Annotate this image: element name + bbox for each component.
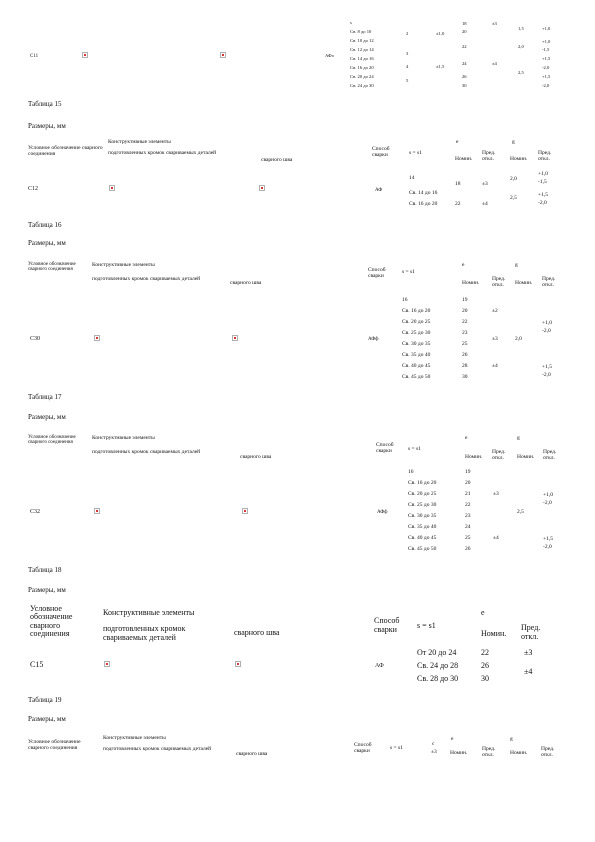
- header-g: g: [515, 262, 518, 268]
- tolerance: ±1,0: [436, 31, 445, 36]
- e-nominal: 28: [462, 363, 468, 369]
- header-s: s = s1: [390, 745, 403, 751]
- broken-image-icon: [235, 661, 241, 667]
- tolerance: ±3: [492, 21, 497, 26]
- header-g: g: [512, 139, 515, 145]
- table-title: Таблица 17: [28, 393, 62, 401]
- g-nominal: 2,0: [515, 336, 522, 342]
- joint-code: С12: [28, 186, 39, 192]
- header-c-deviation: ±3: [431, 749, 437, 755]
- header-nominal: Номин.: [462, 280, 480, 286]
- e-nominal: 19: [462, 297, 468, 303]
- e-deviation: ±4: [493, 535, 499, 541]
- g-deviation: +1,0: [538, 171, 548, 177]
- e-deviation: ±3: [493, 491, 499, 497]
- s-range: Св. 16 до 20: [402, 308, 431, 314]
- s-range: Св. 24 до 28: [417, 661, 459, 670]
- table-title: Таблица 15: [28, 100, 62, 108]
- header-s: s = s1: [417, 621, 436, 630]
- e-deviation: ±4: [524, 667, 533, 676]
- header-weld: сварного шва: [261, 157, 293, 163]
- header-method: Способ сварки: [354, 742, 372, 754]
- g-nominal: 2,5: [517, 509, 524, 515]
- units-label: Размеры, мм: [28, 122, 66, 130]
- header-constructive: Конструктивные элементы: [92, 435, 155, 441]
- e-nominal: 30: [481, 674, 489, 683]
- value: 22: [462, 44, 467, 49]
- broken-image-icon: [232, 335, 238, 341]
- header-e: e: [456, 139, 459, 145]
- header-weld: сварного шва: [236, 751, 268, 757]
- e-deviation: ±3: [492, 336, 498, 342]
- tolerance: ±1,5: [436, 64, 445, 69]
- value: 18: [462, 21, 467, 26]
- welding-method: АФ: [375, 188, 383, 193]
- e-nominal: 19: [465, 469, 471, 475]
- header-deviation: Пред. откл.: [521, 623, 541, 641]
- s-range: 16: [408, 469, 414, 475]
- header-designation: Условное обозначение сварного соединения: [30, 604, 73, 639]
- table-title: Таблица 18: [28, 566, 62, 574]
- header-deviation: Пред. откл.: [492, 276, 506, 288]
- header-nominal: Номин.: [510, 750, 528, 756]
- e-nominal: 24: [465, 524, 471, 530]
- header-deviation: Пред. откл.: [543, 449, 557, 461]
- s-range: Св. 20 до 25: [402, 319, 431, 325]
- header-deviation: Пред. откл.: [538, 150, 552, 162]
- s-range: Св. 35 до 40: [402, 352, 431, 358]
- header-nominal: Номин.: [465, 454, 483, 460]
- header-s: s = s1: [402, 269, 415, 275]
- s-range: Св. 20 до 24: [350, 74, 374, 79]
- header-edges: подготовленных кромок свариваемых деталей: [92, 276, 201, 282]
- s-range: Св. 45 до 50: [408, 546, 437, 552]
- g-deviation: +1,0: [542, 320, 552, 326]
- broken-image-icon: [82, 52, 88, 58]
- joint-code: С11: [30, 54, 39, 59]
- header-edges: подготовленных кромок свариваемых деталей: [103, 624, 186, 642]
- value: 30: [462, 83, 467, 88]
- header-weld: сварного шва: [240, 454, 272, 460]
- header-e: e: [481, 608, 485, 617]
- header-deviation: Пред. откл.: [492, 449, 506, 461]
- s-range: Св. 16 до 20: [408, 480, 437, 486]
- joint-code: С32: [30, 509, 41, 515]
- header-deviation: Пред. откл.: [542, 276, 556, 288]
- s-range: Св. 10 до 12: [350, 38, 374, 43]
- header-nominal: Номин.: [450, 750, 468, 756]
- s-range: Св. 8 до 10: [350, 29, 372, 34]
- header-method: Способ сварки: [372, 146, 390, 158]
- e-nominal: 20: [462, 308, 468, 314]
- units-label: Размеры, мм: [28, 586, 66, 594]
- s-range: Св. 40 до 45: [402, 363, 431, 369]
- e-nominal: 22: [455, 201, 461, 207]
- s-range: Св. 20 до 25: [408, 491, 437, 497]
- value: 2: [406, 31, 409, 36]
- value: 1,5: [518, 26, 524, 31]
- header-nominal: Номин.: [515, 280, 533, 286]
- header-constructive: Конструктивные элементы: [92, 262, 155, 268]
- tolerance: ±4: [492, 61, 497, 66]
- welding-method: АФ: [375, 663, 384, 669]
- value: 2,5: [518, 70, 524, 75]
- header-nominal: Номин.: [510, 156, 528, 162]
- e-deviation: ±2: [492, 308, 498, 314]
- header-deviation: Пред. откл.: [541, 746, 555, 758]
- header-method: Способ сварки: [374, 616, 400, 634]
- header-edges: подготовленных кромок свариваемых деталей: [108, 150, 217, 156]
- s-range: Св. 30 до 35: [408, 513, 437, 519]
- header-g: g: [517, 435, 520, 441]
- header-designation: Условное обозначение сварного соединения: [28, 739, 81, 751]
- header-deviation: Пред. откл.: [482, 746, 496, 758]
- s-range: Св. 24 до 30: [350, 83, 374, 88]
- units-label: Размеры, мм: [28, 715, 66, 723]
- header-deviation: Пред. откл.: [482, 150, 496, 162]
- e-nominal: 26: [481, 661, 489, 670]
- welding-method: АФф: [368, 337, 379, 342]
- header-constructive: Конструктивные элементы: [108, 139, 171, 145]
- g-deviation: -2,0: [543, 544, 552, 550]
- header-designation: Условное обозначение сварного соединения: [28, 435, 76, 445]
- welding-method: АФо: [325, 53, 334, 58]
- tolerance: -1,5: [542, 47, 550, 52]
- value: 5: [406, 78, 409, 83]
- s-range: Св. 16 до 20: [409, 201, 438, 207]
- s-range: От 20 до 24: [417, 648, 457, 657]
- e-nominal: 22: [465, 502, 471, 508]
- broken-image-icon: [242, 508, 248, 514]
- s-range: Св. 40 до 45: [408, 535, 437, 541]
- e-nominal: 20: [465, 480, 471, 486]
- header-nominal: Номин.: [517, 454, 535, 460]
- tolerance: -2,0: [542, 83, 550, 88]
- value: 2,0: [518, 44, 524, 49]
- g-deviation: -1,5: [538, 179, 547, 185]
- broken-image-icon: [109, 185, 115, 191]
- header-edges: подготовленных кромок свариваемых деталей: [92, 449, 201, 455]
- e-nominal: 18: [455, 181, 461, 187]
- e-nominal: 25: [462, 341, 468, 347]
- e-deviation: ±4: [482, 201, 488, 207]
- s-range: Св. 25 до 30: [408, 502, 437, 508]
- header-constructive: Конструктивные элементы: [103, 735, 166, 741]
- s-range: Св. 28 до 30: [417, 674, 459, 683]
- e-nominal: 25: [465, 535, 471, 541]
- broken-image-icon: [94, 508, 100, 514]
- e-nominal: 26: [465, 546, 471, 552]
- s-range: Св. 16 до 20: [350, 65, 374, 70]
- header-edges: подготовленных кромок свариваемых деталей: [103, 746, 212, 752]
- tolerance: +1,5: [542, 74, 551, 79]
- value: 20: [462, 29, 467, 34]
- g-deviation: +1,5: [543, 536, 553, 542]
- g-deviation: +1,5: [542, 364, 552, 370]
- broken-image-icon: [94, 335, 100, 341]
- g-deviation: +1,5: [538, 192, 548, 198]
- broken-image-icon: [104, 661, 110, 667]
- units-label: Размеры, мм: [28, 413, 66, 421]
- header-e: e: [462, 262, 465, 268]
- g-deviation: -2,0: [543, 500, 552, 506]
- header-nominal: Номин.: [455, 156, 473, 162]
- tolerance: +1,0: [542, 39, 551, 44]
- e-nominal: 23: [462, 330, 468, 336]
- value: 26: [462, 74, 467, 79]
- header-designation: Условное обозначение сварного соединения: [28, 145, 103, 157]
- header-e: e: [465, 435, 468, 441]
- tolerance: +1,5: [542, 56, 551, 61]
- s-range: Св. 25 до 30: [402, 330, 431, 336]
- header-weld: сварного шва: [230, 280, 262, 286]
- units-label: Размеры, мм: [28, 239, 66, 247]
- e-nominal: 22: [462, 319, 468, 325]
- g-deviation: -2,0: [542, 372, 551, 378]
- e-nominal: 21: [465, 491, 471, 497]
- broken-image-icon: [259, 185, 265, 191]
- g-nominal: 2,0: [510, 176, 517, 182]
- s-range: Св. 12 до 14: [350, 47, 374, 52]
- s-range: Св. 14 до 16: [350, 56, 374, 61]
- value: 24: [462, 61, 467, 66]
- e-deviation: ±4: [492, 363, 498, 369]
- welding-method: АФф: [377, 510, 388, 515]
- header-constructive: Конструктивные элементы: [103, 608, 195, 617]
- e-deviation: ±3: [482, 181, 488, 187]
- header-g: g: [510, 736, 513, 742]
- header-weld: сварного шва: [234, 628, 280, 637]
- e-nominal: 23: [465, 513, 471, 519]
- tolerance: -2,0: [542, 65, 550, 70]
- s-range: Св. 35 до 40: [408, 524, 437, 530]
- header-method: Способ сварки: [376, 442, 394, 454]
- header-method: Способ сварки: [368, 267, 386, 279]
- g-deviation: +1,0: [543, 492, 553, 498]
- value: 3: [406, 51, 409, 56]
- s-range: Св. 30 до 35: [402, 341, 431, 347]
- s-range: Св. 14 до 16: [409, 190, 438, 196]
- s-range: 14: [409, 175, 415, 181]
- s-range: 16: [402, 297, 408, 303]
- header-s: s = s1: [409, 150, 422, 156]
- header-c: c: [432, 741, 435, 747]
- broken-image-icon: [220, 52, 226, 58]
- col-s-header: s: [350, 20, 352, 25]
- header-e: e: [451, 736, 454, 742]
- e-nominal: 22: [481, 648, 489, 657]
- joint-code: С30: [30, 336, 41, 342]
- e-nominal: 30: [462, 374, 468, 380]
- table-title: Таблица 19: [28, 696, 62, 704]
- e-deviation: ±3: [524, 648, 533, 657]
- header-s: s = s1: [408, 446, 421, 452]
- g-deviation: -2,0: [542, 328, 551, 334]
- joint-code: С15: [30, 660, 44, 669]
- header-nominal: Номин.: [481, 629, 507, 638]
- g-deviation: -2,0: [538, 200, 547, 206]
- e-nominal: 26: [462, 352, 468, 358]
- header-designation: Условное обозначение сварного соединения: [28, 262, 76, 272]
- s-range: Св. 45 до 50: [402, 374, 431, 380]
- g-nominal: 2,5: [510, 195, 517, 201]
- value: 4: [406, 64, 409, 69]
- table-title: Таблица 16: [28, 221, 62, 229]
- tolerance: +1,0: [542, 26, 551, 31]
